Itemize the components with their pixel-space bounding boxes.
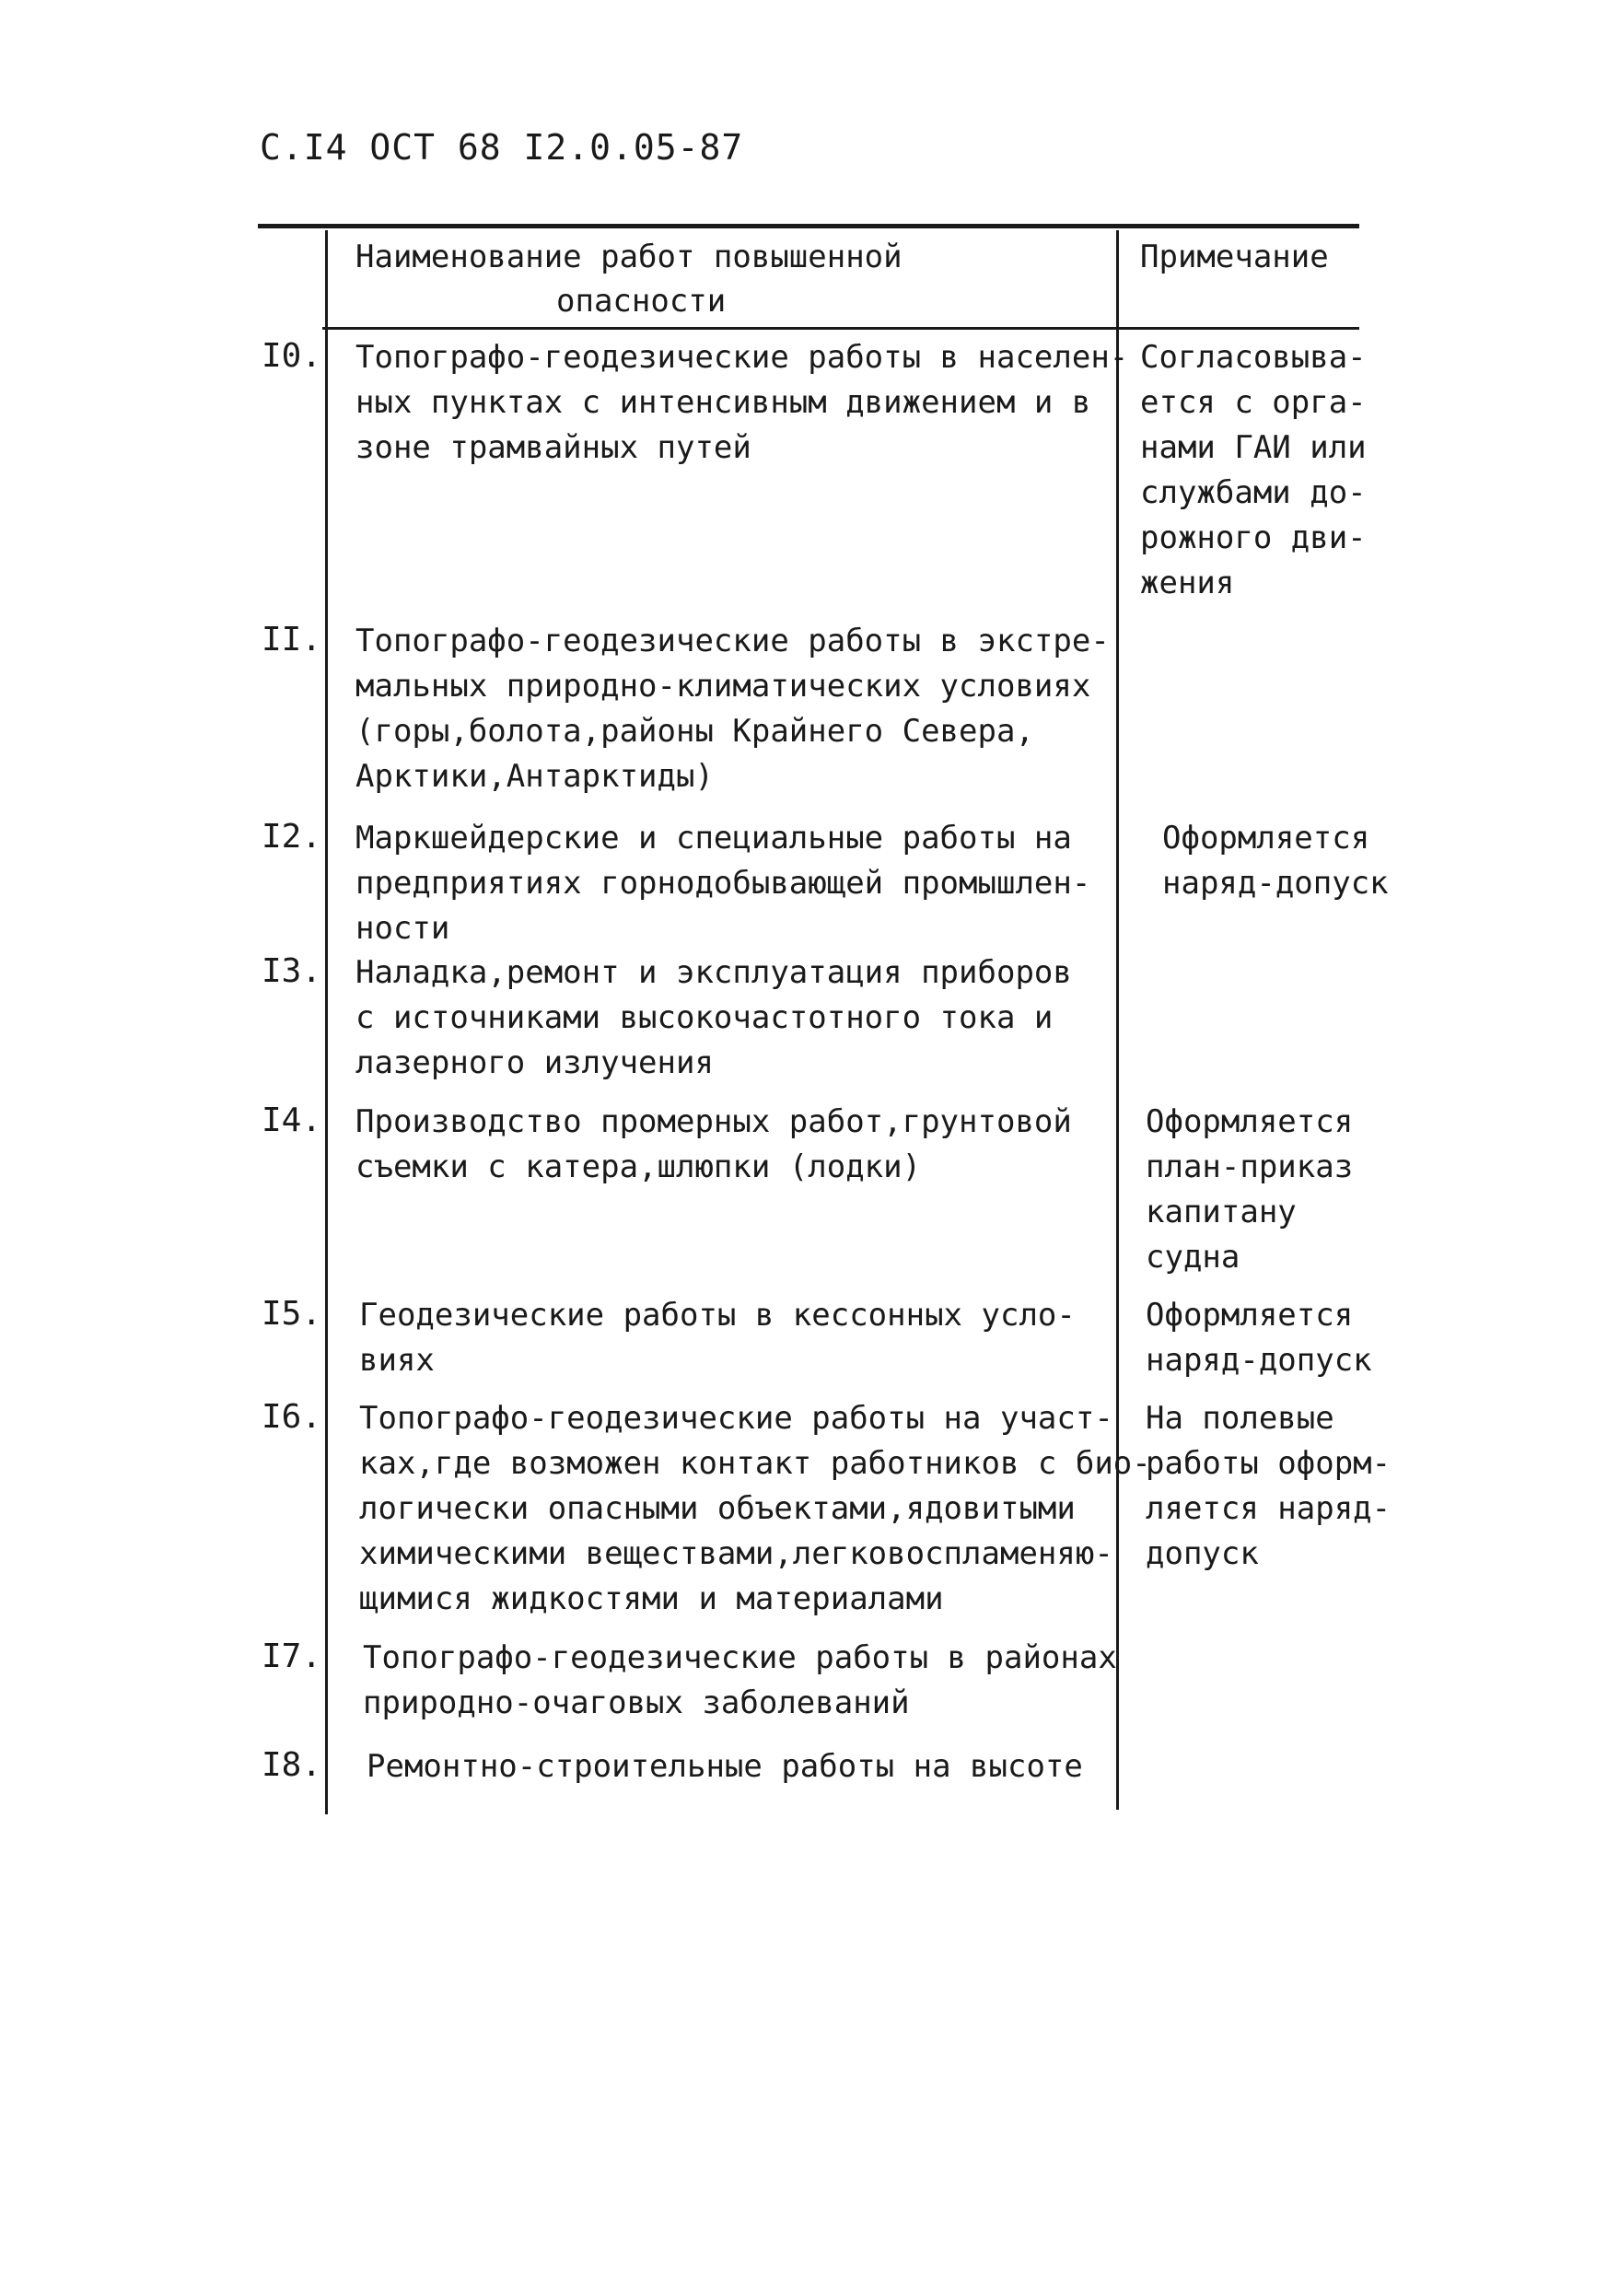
- row-number: I7.: [262, 1638, 322, 1675]
- row-note-line: рожного дви-: [1140, 519, 1367, 556]
- row-text-line: Топографо-геодезические работы в районах: [363, 1639, 1117, 1676]
- row-note-line: допуск: [1146, 1535, 1259, 1572]
- row-note: [1146, 1293, 1372, 1383]
- table-left-divider: [325, 230, 328, 1814]
- row-text-line: Топографо-геодезические работы в экстре-: [355, 623, 1110, 659]
- row-number: I5.: [262, 1295, 322, 1333]
- header-work-title-line2: опасности: [556, 283, 727, 320]
- row-text-line: лазерного излучения: [355, 1044, 714, 1081]
- row-text-line: Геодезические работы в кессонных усло-: [359, 1297, 1076, 1334]
- row-note-line: наряд-допуск: [1162, 865, 1389, 902]
- row-text-line: съемки с катера,шлюпки (лодки): [355, 1148, 922, 1185]
- row-text: [359, 1396, 1151, 1622]
- row-text: [355, 335, 1128, 471]
- row-text: [359, 1293, 1076, 1383]
- row-note-line: капитану: [1146, 1194, 1297, 1230]
- row-note-line: план-приказ: [1146, 1148, 1354, 1185]
- row-note-line: Оформляется: [1146, 1103, 1354, 1140]
- row-text-line: химическими веществами,легковоспламеняю-: [359, 1535, 1113, 1572]
- row-text-line: (горы,болота,районы Крайнего Севера,: [355, 713, 1034, 750]
- row-text-line: Арктики,Антарктиды): [355, 758, 714, 795]
- row-number: I8.: [262, 1746, 322, 1784]
- row-note: [1146, 1100, 1353, 1280]
- header-work-title: [355, 235, 902, 323]
- row-text-line: виях: [359, 1342, 435, 1379]
- row-number: I2.: [262, 818, 322, 856]
- row-note-line: работы оформ-: [1146, 1445, 1392, 1482]
- row-note-line: жения: [1140, 565, 1235, 601]
- row-text-line: ности: [355, 910, 450, 947]
- row-number: I0.: [262, 337, 322, 375]
- page-header: С.I4 ОСТ 68 I2.0.05-87: [260, 127, 744, 168]
- row-text-line: ных пунктах с интенсивным движением и в: [355, 384, 1091, 421]
- row-note-line: Согласовыва-: [1140, 339, 1367, 376]
- row-text-line: Наладка,ремонт и эксплуатация приборов: [355, 954, 1072, 991]
- row-text-line: с источниками высокочастотного тока и: [355, 999, 1054, 1036]
- row-text: [363, 1636, 1117, 1726]
- row-text-line: зоне трамвайных путей: [355, 429, 751, 466]
- row-text-line: щимися жидкостями и материалами: [359, 1580, 944, 1617]
- row-number: I4.: [262, 1101, 322, 1139]
- row-number: I3.: [262, 952, 322, 990]
- row-note-line: судна: [1146, 1239, 1240, 1276]
- table-top-rule: [258, 224, 1359, 228]
- row-text-line: Производство промерных работ,грунтовой: [355, 1103, 1072, 1140]
- row-text-line: ках,где возможен контакт работников с био-: [359, 1445, 1151, 1482]
- row-text-line: предприятиях горнодобывающей промышлен-: [355, 865, 1091, 902]
- row-text-line: Топографо-геодезические работы в населен-: [355, 339, 1129, 376]
- row-text-line: логически опасными объектами,ядовитыми: [359, 1490, 1076, 1527]
- row-note-line: На полевые: [1146, 1400, 1334, 1437]
- row-note-line: службами до-: [1140, 474, 1367, 511]
- row-note-line: наряд-допуск: [1146, 1342, 1372, 1379]
- row-text-line: Маркшейдерские и специальные работы на: [355, 820, 1072, 857]
- row-note-line: Оформляется: [1146, 1297, 1354, 1334]
- row-text: [367, 1744, 1083, 1789]
- row-number: I6.: [262, 1398, 322, 1436]
- row-note: [1140, 335, 1367, 606]
- row-text: [355, 950, 1072, 1086]
- row-note-line: ляется наряд-: [1146, 1490, 1392, 1527]
- header-work-title-line1: Наименование работ повышенной: [355, 239, 902, 275]
- table-header-separator: [322, 327, 1359, 330]
- row-text: [355, 619, 1110, 799]
- row-note-line: Оформляется: [1162, 820, 1370, 857]
- header-note-title: Примечание: [1140, 239, 1329, 275]
- row-note: [1162, 816, 1389, 906]
- row-text: [355, 816, 1090, 951]
- row-text-line: Топографо-геодезические работы на участ-: [359, 1400, 1113, 1437]
- row-text-line: природно-очаговых заболеваний: [363, 1684, 910, 1721]
- row-text: [355, 1100, 1072, 1190]
- row-note-line: нами ГАИ или: [1140, 429, 1367, 466]
- row-text-line: Ремонтно-строительные работы на высоте: [367, 1748, 1083, 1785]
- row-text-line: мальных природно-климатических условиях: [355, 668, 1091, 705]
- row-number: II.: [262, 621, 322, 658]
- row-note: [1146, 1396, 1391, 1577]
- row-note-line: ется с орга-: [1140, 384, 1367, 421]
